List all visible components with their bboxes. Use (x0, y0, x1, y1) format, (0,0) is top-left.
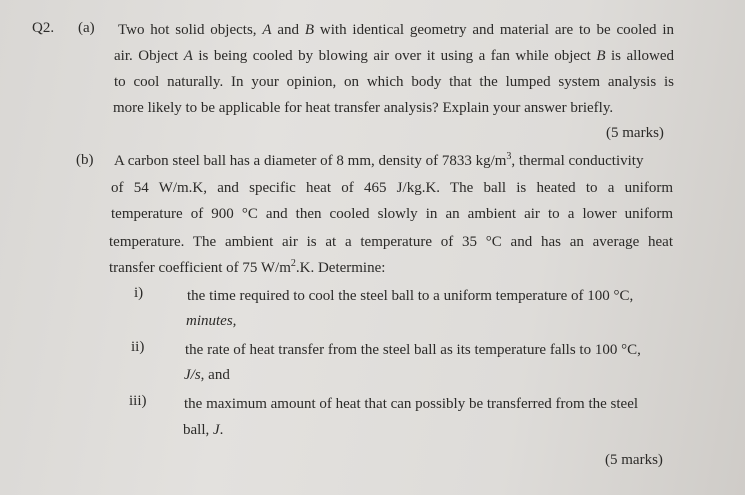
part-a-line-4: more likely to be applicable for heat transfer analysis? Explain your answer briefly. (113, 100, 614, 116)
part-a-label: (a) (78, 20, 95, 36)
part-b-line-2: of 54 W/m.K, and specific heat of 465 J/kg.K. The ball is heated to a uniform (111, 180, 673, 196)
item-iii-line-1: the maximum amount of heat that can possibly be transferred from the steel (184, 396, 639, 412)
question-number: Q2. (32, 20, 55, 36)
part-b-label: (b) (76, 152, 94, 168)
part-a-line-2: air. Object A is being cooled by blowing air over it using a fan while object B is allowed (114, 48, 674, 64)
item-ii-line-1: the rate of heat transfer from the steel ball as its temperature falls to 100 °C, (185, 342, 641, 358)
part-b-line-5: transfer coefficient of 75 $W/m^2.K$. Determine: (109, 258, 386, 276)
part-b-line-3: temperature of 900 °C and then cooled slowly in an ambient air to a lower uniform (111, 206, 673, 222)
item-iii-label: iii) (129, 393, 147, 409)
part-b-line-4: temperature. The ambient air is at a temperature of 35 °C and has an average heat (109, 234, 673, 250)
item-i-label: i) (134, 285, 144, 301)
item-iii-line-2: ball, J. (183, 422, 224, 438)
part-a-line-3: to cool naturally. In your opinion, on which body that the lumped system analysis is (114, 74, 674, 90)
part-b-marks: (5 marks) (605, 452, 663, 468)
item-i-line-2: minutes, (186, 313, 237, 329)
part-a-line-1: Two hot solid objects, A and B with identical geometry and material are to be cooled in (118, 22, 674, 38)
part-a-marks: (5 marks) (606, 125, 664, 141)
part-b-line-1: A carbon steel ball has a diameter of 8 mm, density of 7833 $kg/m^3$, thermal conductivity (114, 151, 644, 169)
item-ii-line-2: J/s, and (184, 367, 230, 383)
item-i-line-1: the time required to cool the steel ball to a uniform temperature of 100 °C, (187, 288, 634, 304)
item-ii-label: ii) (131, 339, 145, 355)
